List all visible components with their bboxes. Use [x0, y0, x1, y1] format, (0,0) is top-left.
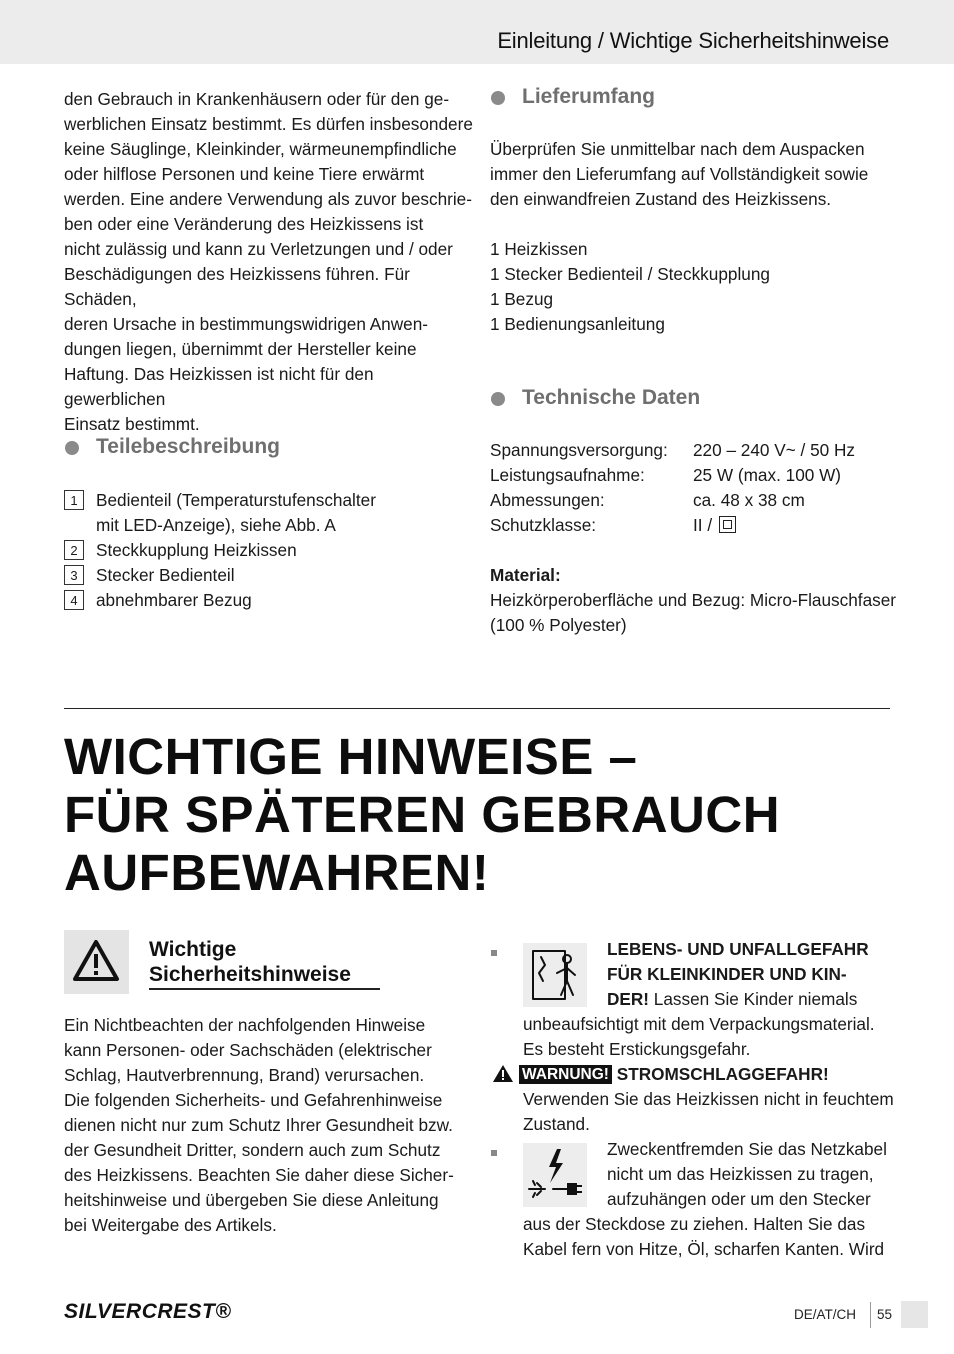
protection-class-ii-icon — [719, 516, 736, 533]
child-warning-bold: LEBENS- UND UNFALLGEFAHR — [607, 939, 869, 959]
shock-warning-line — [492, 1062, 829, 1087]
warning-triangle-icon — [71, 938, 121, 984]
child-warning-line — [607, 987, 857, 1012]
cable-warning-text: Zweckentfremden Sie das Netzkabel — [607, 1139, 887, 1159]
brand-logo: SILVERCREST® — [64, 1300, 232, 1323]
scope-item: 1 Heizkissen — [490, 239, 588, 259]
safety-title-underline — [149, 988, 380, 990]
warning-badge: WARNUNG! — [519, 1065, 612, 1084]
child-warning-text: Es besteht Erstickungsgefahr. — [523, 1039, 751, 1059]
section-bullet-icon — [491, 392, 505, 406]
part-number: 2 — [64, 540, 84, 560]
safety-title: Wichtige Sicherheitshinweise — [149, 938, 351, 986]
tech-label: Schutzklasse: — [490, 515, 597, 535]
intro-paragraph: den Gebrauch in Krankenhäusern oder für den ge- werblichen Einsatz bestimmt. Es dürfen insbesondere keine Säuglinge, Kleinkinder, wärmeunempfindliche oder hilflose Personen und keine Tiere erwärmt werden. Eine andere Verwendung als zuvor beschrie- ben oder eine Veränderung des Heizkissens ist nicht zulässig und kann zu Verletzungen und / oder Beschädigungen des Heizkissens führen. Für Schäden, deren Ursache in bestimmungswidrigen Anwen- dungen liegen, übernimmt der Hersteller keine Haftung. Das Heizkissen ist nicht für den gewerblichen Einsatz bestimmt. — [64, 89, 473, 434]
page-number: 55 — [877, 1307, 893, 1322]
scope-item: 1 Stecker Bedienteil / Steckkupplung — [490, 264, 770, 284]
part-item — [64, 563, 464, 588]
tech-value — [693, 513, 736, 538]
cable-pictogram — [523, 1143, 587, 1207]
child-warning-text: Lassen Sie Kinder niemals — [649, 989, 858, 1009]
scope-item: 1 Bedienungsanleitung — [490, 314, 665, 334]
part-label: Bedienteil (Temperaturstufenschalter — [96, 490, 376, 510]
material-label: Material: — [490, 565, 561, 585]
tech-label: Spannungsversorgung: — [490, 440, 668, 460]
page-header-title: Einleitung / Wichtige Sicherheitshinweise — [497, 28, 889, 53]
scope-item: 1 Bezug — [490, 289, 554, 309]
scope-paragraph: Überprüfen Sie unmittelbar nach dem Auspacken immer den Lieferumfang auf Vollständigkeit sowie den einwandfreien Zustand des Heizkissens. — [490, 139, 869, 209]
parts-list — [64, 488, 464, 613]
child-warning-line — [607, 962, 847, 987]
shock-warning-bold: STROMSCHLAGGEFAHR! — [611, 1064, 829, 1084]
footer-tab — [901, 1301, 928, 1328]
part-item — [64, 538, 464, 563]
child-danger-pictogram — [523, 943, 587, 1007]
tech-value: 25 W (max. 100 W) — [693, 465, 842, 485]
part-item-continuation — [64, 513, 464, 538]
tech-value: ca. 48 x 38 cm — [693, 490, 805, 510]
section-bullet-icon — [491, 91, 505, 105]
child-warning-bold: DER! — [607, 989, 650, 1009]
child-warning-text: unbeaufsichtigt mit dem Verpackungsmaterial. — [523, 1014, 875, 1034]
protection-class-text: II / — [693, 515, 717, 535]
shock-warning-text: Verwenden Sie das Heizkissen nicht in feuchtem — [523, 1089, 894, 1109]
child-danger-icon — [523, 943, 587, 1007]
cable-warning-text: Kabel fern von Hitze, Öl, scharfen Kanten. Wird — [523, 1239, 885, 1259]
tech-label: Leistungsaufnahme: — [490, 465, 645, 485]
list-bullet — [491, 950, 497, 956]
part-item — [64, 488, 464, 513]
part-label: abnehmbarer Bezug — [96, 590, 252, 610]
main-title: WICHTIGE HINWEISE – FÜR SPÄTEREN GEBRAUCH AUFBEWAHREN! — [64, 728, 781, 901]
child-warning-line — [607, 937, 869, 962]
child-warning-bold: FÜR KLEINKINDER UND KIN- — [607, 964, 847, 984]
electric-shock-icon — [523, 1143, 587, 1207]
material-text: Heizkörperoberfläche und Bezug: Micro-Flauschfaser (100 % Polyester) — [490, 590, 897, 635]
cable-warning-text: nicht um das Heizkissen zu tragen, — [607, 1164, 874, 1184]
part-label-continuation: mit LED-Anzeige), siehe Abb. A — [96, 515, 336, 535]
warning-triangle-small-icon — [492, 1064, 514, 1083]
footer-separator — [870, 1302, 871, 1328]
cable-warning-text: aus der Steckdose zu ziehen. Halten Sie das — [523, 1214, 866, 1234]
tech-label: Abmessungen: — [490, 490, 605, 510]
part-label: Stecker Bedienteil — [96, 565, 235, 585]
safety-paragraph: Ein Nichtbeachten der nachfolgenden Hinweise kann Personen- oder Sachschäden (elektrischer Schlag, Hautverbrennung, Brand) verursachen. Die folgenden Sicherheits- und Gefahrenhinweise dienen nicht nur zum Schutz Ihrer Gesundheit bzw. der Gesundheit Dritter, sondern auch zum Schutz des Heizkissens. Beachten Sie daher diese Sicher- heitshinweise und übergeben Sie diese Anleitung bei Weitergabe des Artikels. — [64, 1015, 454, 1235]
cable-warning-text: aufzuhängen oder um den Stecker — [607, 1189, 871, 1209]
parts-heading: Teilebeschreibung — [96, 435, 280, 458]
scope-heading: Lieferumfang — [522, 85, 656, 108]
tech-heading: Technische Daten — [522, 386, 701, 409]
part-number: 4 — [64, 590, 84, 610]
part-number: 1 — [64, 490, 84, 510]
part-item — [64, 588, 464, 613]
section-divider — [64, 708, 890, 709]
tech-value: 220 – 240 V~ / 50 Hz — [693, 440, 855, 460]
footer-locale: DE/AT/CH — [794, 1307, 857, 1322]
part-number: 3 — [64, 565, 84, 585]
shock-warning-text: Zustand. — [523, 1114, 590, 1134]
part-label: Steckkupplung Heizkissen — [96, 540, 297, 560]
warning-box — [64, 930, 129, 994]
section-bullet-icon — [65, 441, 79, 455]
list-bullet — [491, 1150, 497, 1156]
